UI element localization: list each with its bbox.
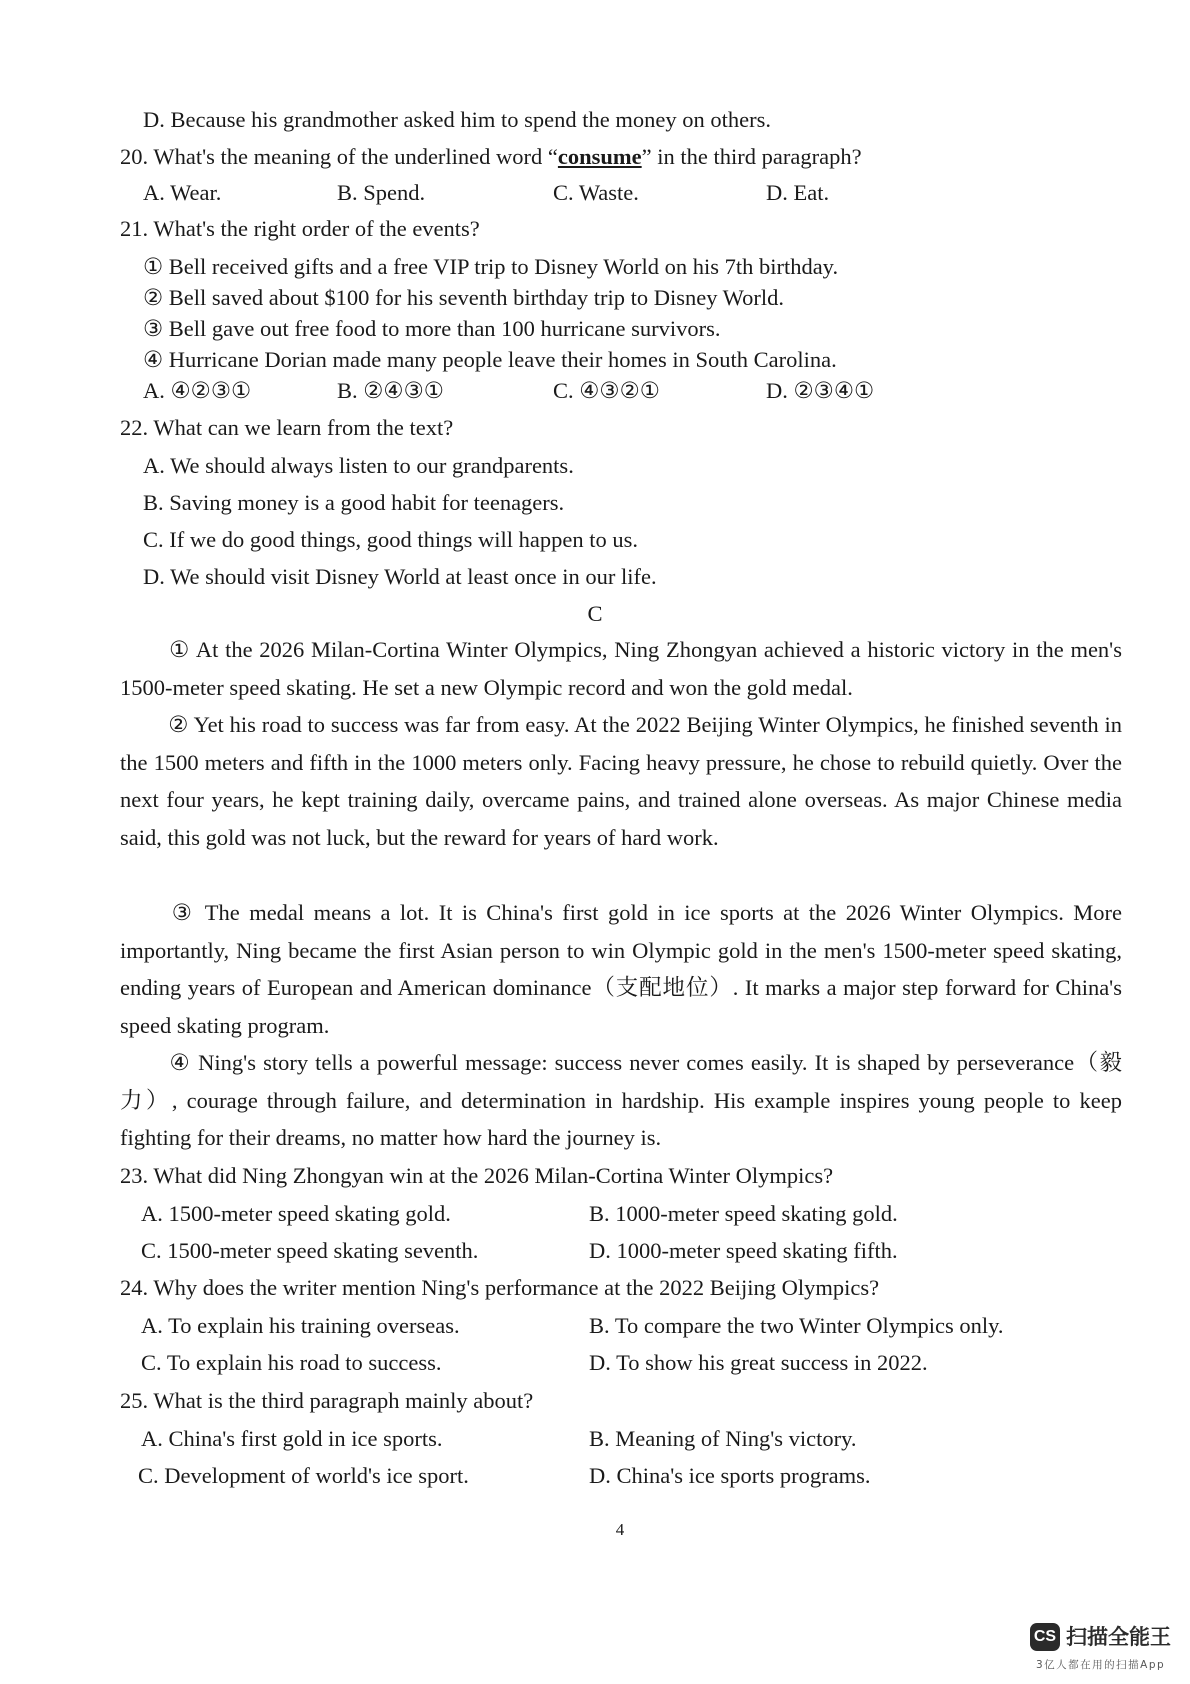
passage-paragraph-3 [120,894,1122,1044]
q23-option-a: A. 1500-meter speed skating gold. [141,1201,451,1226]
q21-option-d: D. ②③④① [766,378,875,403]
page-number: 4 [615,1520,625,1539]
q23-option-d: D. 1000-meter speed skating fifth. [589,1238,898,1263]
passage-paragraph-4 [120,1044,1122,1157]
q22-option-a: A. We should always listen to our grandparents. [143,453,574,478]
q20-keyword: consume [557,144,642,169]
q20-option-d: D. Eat. [766,180,830,205]
q20-options [0,178,1190,208]
q20-question-pre: 20. What's the meaning of the underlined word “ [120,144,558,169]
q25-option-d: D. China's ice sports programs. [589,1463,871,1488]
q24-option-d: D. To show his great success in 2022. [589,1350,928,1375]
q22-option-b: B. Saving money is a good habit for teenagers. [143,490,565,515]
q24-options-row-1 [0,1311,1190,1341]
q21-options [0,376,1190,406]
q20-option-b: B. Spend. [337,180,426,205]
q24-option-b: B. To compare the two Winter Olympics only. [589,1313,1004,1338]
q20-option-a: A. Wear. [143,180,222,205]
passage-paragraph-1 [120,631,1122,706]
q25-options-row-2 [0,1461,1190,1491]
scanner-watermark [1030,1615,1180,1675]
q21-option-a: A. ④②③① [143,378,252,403]
paragraph-4-text: ④ Ning's story tells a powerful message: success never comes easily. It is shaped by perseverance（毅力）, courage through failure, and determination in hardship. His example inspires young people to keep fighting for their dreams, no matter how hard the journey is. [120,1050,1122,1150]
watermark-app-name: 扫描全能王 [1066,1625,1171,1649]
q22-question: 22. What can we learn from the text? [120,415,454,440]
q25-option-a: A. China's first gold in ice sports. [141,1426,443,1451]
q24-options-row-2 [0,1348,1190,1378]
q24-option-a: A. To explain his training overseas. [141,1313,460,1338]
watermark-tagline: 3亿人都在用的扫描App [1036,1659,1166,1671]
q21-event-4: ④ Hurricane Dorian made many people leave their homes in South Carolina. [143,347,837,372]
paragraph-2-text: ② Yet his road to success was far from easy. At the 2022 Beijing Winter Olympics, he finished seventh in the 1500 meters and fifth in the 1000 meters only. Facing heavy pressure, he chose to rebuild quietly. Over the next four years, he kept training daily, overcame pains, and trained alone overseas. As major Chinese media said, this gold was not luck, but the reward for years of hard work. [120,712,1122,850]
q23-options-row-1 [0,1199,1190,1229]
q23-options-row-2 [0,1236,1190,1266]
q20-option-c: C. Waste. [553,180,639,205]
camscanner-logo-icon: CS [1030,1623,1060,1651]
passage-paragraph-2 [120,706,1122,856]
q25-options-row-1 [0,1424,1190,1454]
q23-option-b: B. 1000-meter speed skating gold. [589,1201,898,1226]
q23-question: 23. What did Ning Zhongyan win at the 2026 Milan-Cortina Winter Olympics? [120,1163,834,1188]
q23-option-c: C. 1500-meter speed skating seventh. [141,1238,479,1263]
q24-question: 24. Why does the writer mention Ning's performance at the 2022 Beijing Olympics? [120,1275,880,1300]
q21-event-3: ③ Bell gave out free food to more than 100 hurricane survivors. [143,316,721,341]
q21-event-1: ① Bell received gifts and a free VIP trip to Disney World on his 7th birthday. [143,254,839,279]
q22-option-c: C. If we do good things, good things will happen to us. [143,527,638,552]
q22-option-d: D. We should visit Disney World at least once in our life. [143,564,657,589]
q25-question: 25. What is the third paragraph mainly about? [120,1388,534,1413]
q25-option-b: B. Meaning of Ning's victory. [589,1426,857,1451]
q20-question [120,142,862,172]
q21-option-c: C. ④③②① [553,378,660,403]
paragraph-1-text: ① At the 2026 Milan-Cortina Winter Olympics, Ning Zhongyan achieved a historic victory in the men's 1500-meter speed skating. He set a new Olympic record and won the gold medal. [120,637,1122,700]
q21-option-b: B. ②④③① [337,378,444,403]
q19-option-d: D. Because his grandmother asked him to spend the money on others. [143,107,771,132]
q20-question-post: ” in the third paragraph? [641,144,862,169]
section-heading: C [587,601,603,626]
paragraph-3-text: ③ The medal means a lot. It is China's first gold in ice sports at the 2026 Winter Olympics. More importantly, Ning became the first Asian person to win Olympic gold in the men's 1500-meter speed skating, ending years of European and American dominance（支配地位）. It marks a major step forward for China's speed skating program. [120,900,1122,1038]
q21-question: 21. What's the right order of the events? [120,216,480,241]
q25-option-c: C. Development of world's ice sport. [138,1463,469,1488]
q24-option-c: C. To explain his road to success. [141,1350,442,1375]
q21-event-2: ② Bell saved about $100 for his seventh birthday trip to Disney World. [143,285,784,310]
